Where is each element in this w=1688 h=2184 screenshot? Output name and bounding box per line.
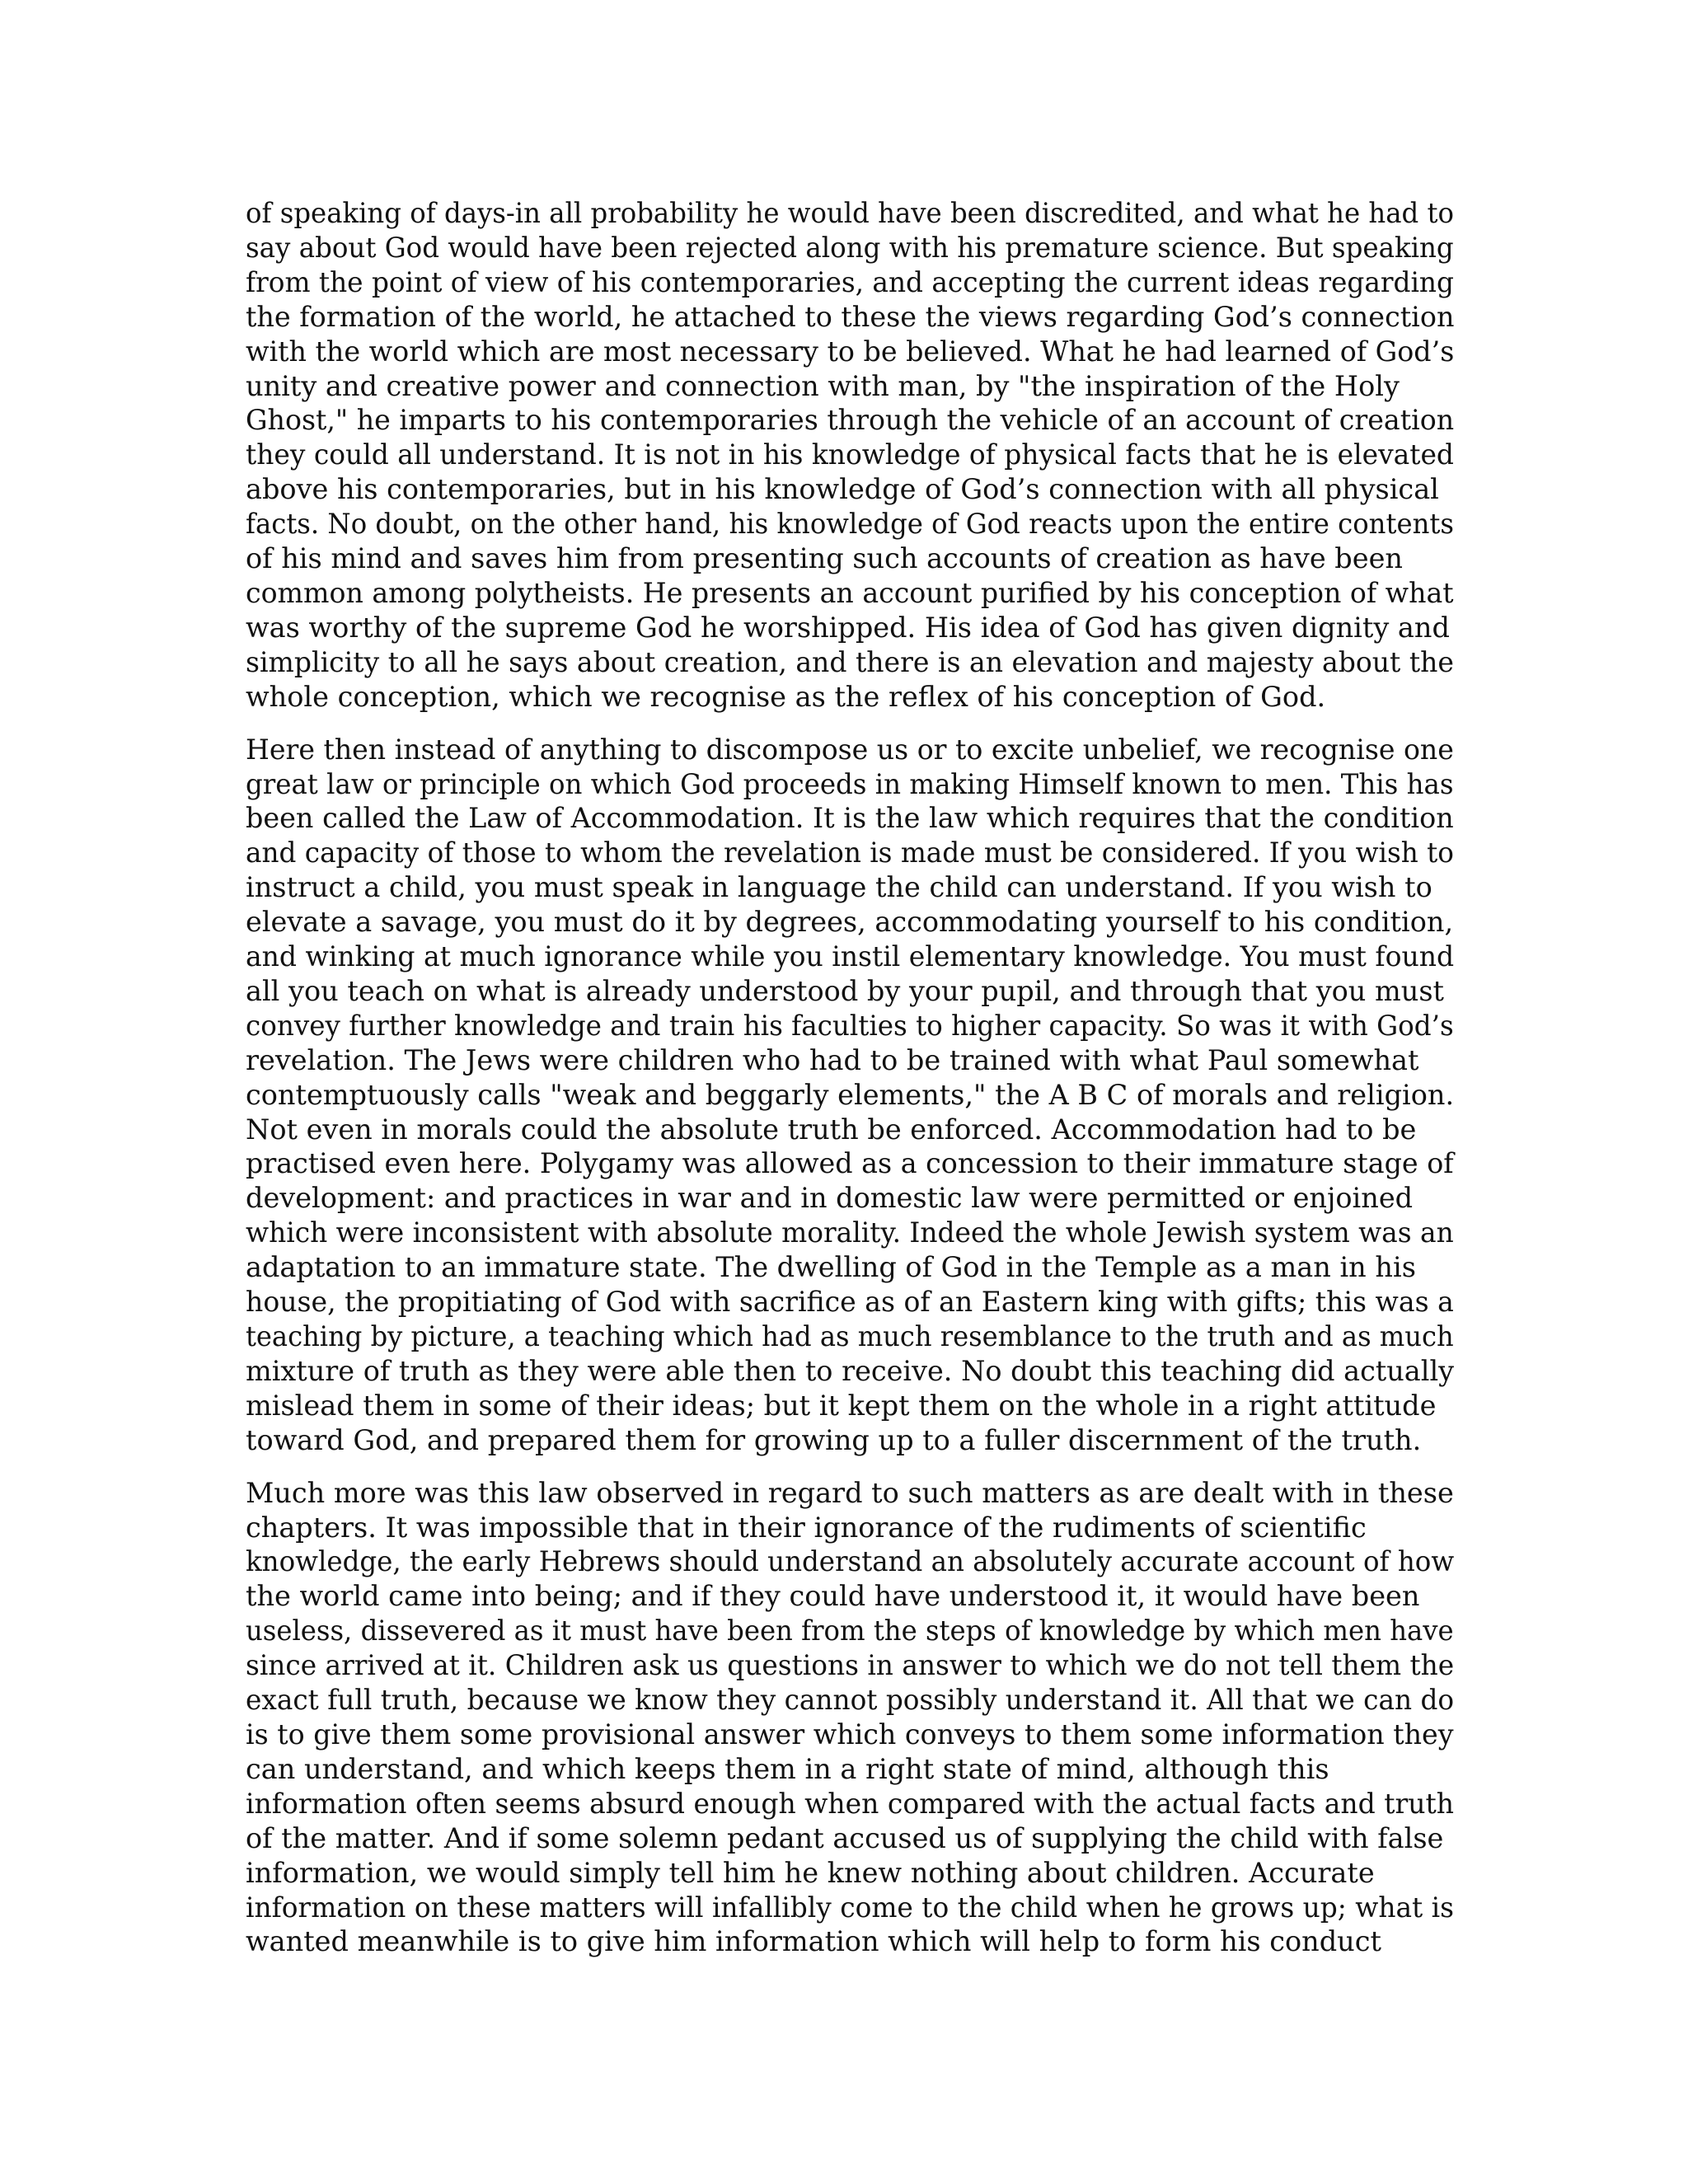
text-line: of the matter. And if some solemn pedant accused us of supplying the child with false bbox=[246, 1821, 1444, 1854]
text-line: facts. No doubt, on the other hand, his knowledge of God reacts upon the entire contents bbox=[246, 508, 1454, 541]
text-line: teaching by picture, a teaching which had as much resemblance to the truth and as much bbox=[246, 1320, 1454, 1352]
text-line: been called the Law of Accommodation. It is the law which requires that the condition bbox=[246, 802, 1454, 835]
paragraph-1 bbox=[246, 196, 1454, 715]
text-line: since arrived at it. Children ask us questions in answer to which we do not tell them the bbox=[246, 1649, 1455, 1682]
text-line: exact full truth, because we know they cannot possibly understand it. All that we can do bbox=[246, 1684, 1455, 1717]
text-line: the world came into being; and if they could have understood it, it would have been bbox=[246, 1580, 1420, 1613]
text-line: information, we would simply tell him he knew nothing about children. Accurate bbox=[246, 1856, 1375, 1889]
text-line: with the world which are most necessary to be believed. What he had learned of God’s bbox=[246, 335, 1455, 368]
text-line: development: and practices in war and in domestic law were permitted or enjoined bbox=[246, 1182, 1414, 1215]
text-line: convey further knowledge and train his faculties to higher capacity. So was it with God’s bbox=[246, 1009, 1454, 1042]
text-line: whole conception, which we recognise as the reflex of his conception of God. bbox=[246, 680, 1326, 713]
text-line: which were inconsistent with absolute morality. Indeed the whole Jewish system was an bbox=[246, 1216, 1454, 1249]
text-line: Here then instead of anything to discompose us or to excite unbelief, we recognise one bbox=[246, 733, 1454, 766]
paragraph-3 bbox=[246, 1476, 1454, 1960]
text-line: toward God, and prepared them for growing up to a fuller discernment of the truth. bbox=[246, 1423, 1422, 1456]
text-line: chapters. It was impossible that in their ignorance of the rudiments of scientific bbox=[246, 1511, 1367, 1544]
text-line: all you teach on what is already understood by your pupil, and through that you must bbox=[246, 974, 1445, 1007]
text-line: and capacity of those to whom the revelation is made must be considered. If you wish to bbox=[246, 837, 1454, 869]
text-line: adaptation to an immature state. The dwelling of God in the Temple as a man in his bbox=[246, 1251, 1416, 1284]
text-line: practised even here. Polygamy was allowed as a concession to their immature stage of bbox=[246, 1147, 1454, 1180]
text-line: revelation. The Jews were children who had to be trained with what Paul somewhat bbox=[246, 1043, 1419, 1076]
paragraph-2 bbox=[246, 733, 1454, 1458]
text-line: Ghost," he imparts to his contemporaries through the vehicle of an account of creation bbox=[246, 404, 1455, 437]
text-line: say about God would have been rejected along with his premature science. But speaking bbox=[246, 231, 1454, 264]
text-line: Much more was this law observed in regard to such matters as are dealt with in these bbox=[246, 1476, 1454, 1509]
text-line: wanted meanwhile is to give him information which will help to form his conduct bbox=[246, 1925, 1381, 1958]
text-line: the formation of the world, he attached to these the views regarding God’s connection bbox=[246, 300, 1455, 333]
text-line: house, the propitiating of God with sacrifice as of an Eastern king with gifts; this was a bbox=[246, 1286, 1454, 1319]
text-line: can understand, and which keeps them in a right state of mind, although this bbox=[246, 1752, 1329, 1785]
text-line: information on these matters will infallibly come to the child when he grows up; what is bbox=[246, 1891, 1454, 1924]
document-page bbox=[246, 196, 1454, 1977]
text-line: of his mind and saves him from presenting such accounts of creation as have been bbox=[246, 542, 1403, 575]
text-line: Not even in morals could the absolute truth be enforced. Accommodation had to be bbox=[246, 1113, 1417, 1146]
text-line: information often seems absurd enough when compared with the actual facts and truth bbox=[246, 1787, 1455, 1820]
text-line: common among polytheists. He presents an account purified by his conception of what bbox=[246, 576, 1454, 609]
text-line: unity and creative power and connection with man, by "the inspiration of the Holy bbox=[246, 369, 1400, 402]
text-line: was worthy of the supreme God he worshipped. His idea of God has given dignity and bbox=[246, 611, 1450, 644]
text-line: mixture of truth as they were able then to receive. No doubt this teaching did actually bbox=[246, 1354, 1455, 1387]
text-line: and winking at much ignorance while you instil elementary knowledge. You must found bbox=[246, 940, 1455, 973]
text-line: contemptuously calls "weak and beggarly elements," the A B C of morals and religion. bbox=[246, 1078, 1455, 1111]
text-line: useless, dissevered as it must have been from the steps of knowledge by which men have bbox=[246, 1615, 1454, 1647]
text-line: is to give them some provisional answer which conveys to them some information they bbox=[246, 1718, 1454, 1750]
text-line: elevate a savage, you must do it by degrees, accommodating yourself to his condition, bbox=[246, 906, 1454, 939]
text-line: simplicity to all he says about creation, and there is an elevation and majesty about the bbox=[246, 645, 1454, 678]
text-line: they could all understand. It is not in his knowledge of physical facts that he is elevated bbox=[246, 438, 1454, 471]
text-line: knowledge, the early Hebrews should understand an absolutely accurate account of how bbox=[246, 1545, 1455, 1578]
text-line: instruct a child, you must speak in language the child can understand. If you wish to bbox=[246, 871, 1432, 904]
text-line: from the point of view of his contemporaries, and accepting the current ideas regarding bbox=[246, 265, 1454, 298]
text-line: above his contemporaries, but in his knowledge of God’s connection with all physical bbox=[246, 473, 1439, 506]
text-line: great law or principle on which God proceeds in making Himself known to men. This has bbox=[246, 767, 1454, 800]
text-line: of speaking of days-in all probability he would have been discredited, and what he had to bbox=[246, 197, 1455, 229]
text-line: mislead them in some of their ideas; but it kept them on the whole in a right attitude bbox=[246, 1389, 1437, 1422]
